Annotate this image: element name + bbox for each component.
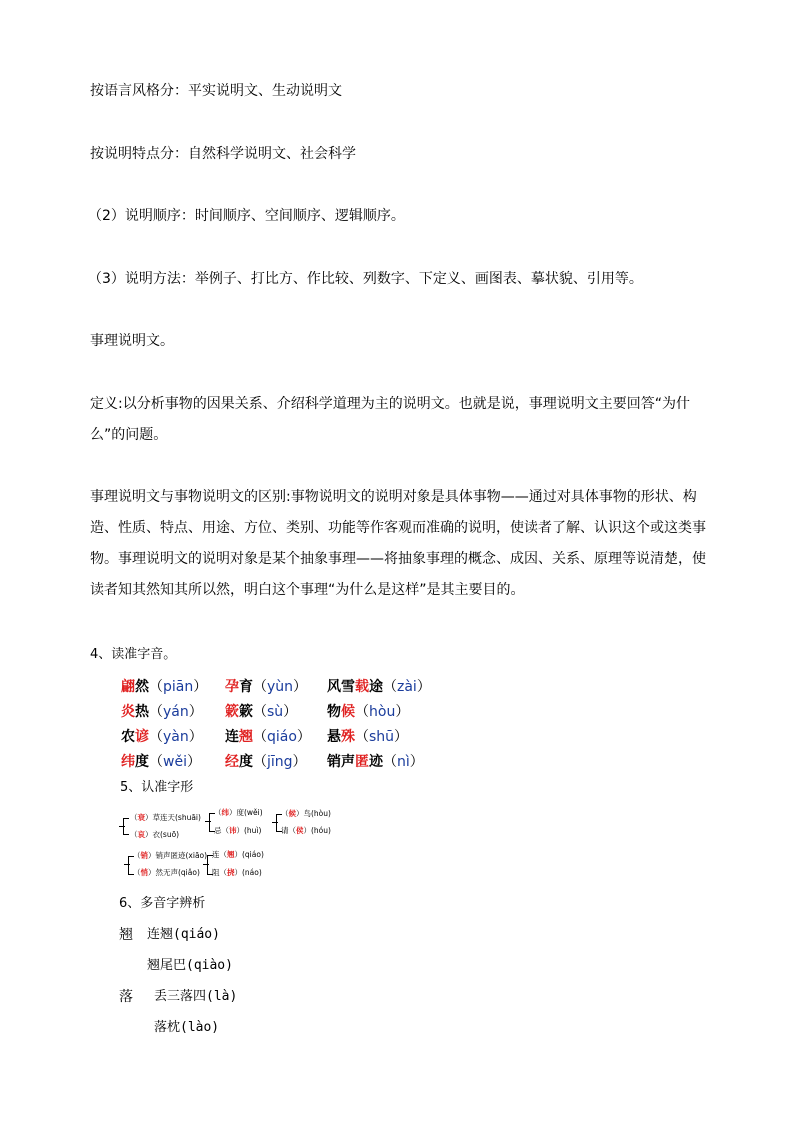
- pinyin: nì: [397, 754, 410, 770]
- target-char: 候: [341, 704, 355, 720]
- pinyin-item: [225, 751, 307, 771]
- style-classification-line: 按语言风格分：平实说明文、生动说明文: [90, 83, 342, 99]
- bracket-stem: [272, 822, 278, 823]
- target-char: 炎: [121, 704, 135, 720]
- polyphone-qiao-reading-2: 翘尾巴(qiào): [147, 958, 233, 973]
- glyph-pair-3-a: （候）鸟(hòu): [281, 809, 331, 818]
- paren-close: ）: [416, 679, 431, 695]
- pinyin-item: [121, 701, 203, 721]
- paren-close: ）: [283, 704, 298, 720]
- glyph-pair-3-b: 请（侯）(hóu): [281, 826, 331, 835]
- pinyin: jīng: [267, 754, 293, 770]
- paren-close: ）: [188, 729, 203, 745]
- explanation-order-line: （2）说明顺序：时间顺序、空间顺序、逻辑顺序。: [88, 208, 405, 224]
- glyph-pair-1-a: （衰）草连天(shuāi): [130, 813, 201, 822]
- word-prefix: 物: [327, 704, 341, 720]
- polyphone-luo-reading-1: 丢三落四(là): [154, 989, 238, 1004]
- pinyin-item: [327, 701, 409, 721]
- target-char: 经: [225, 754, 239, 770]
- paren-open: （: [355, 729, 369, 745]
- word-prefix: 连: [225, 729, 239, 745]
- word-prefix: 风雪: [327, 679, 355, 695]
- glyph-pair-1-b: （哀）衣(suō): [130, 830, 180, 839]
- word-suffix: 途: [369, 679, 383, 695]
- paren-open: （: [149, 679, 163, 695]
- paren-open: （: [149, 729, 163, 745]
- bracket-stem: [119, 826, 125, 827]
- pinyin-item: [225, 726, 311, 746]
- pinyin-item: [327, 751, 424, 771]
- paren-open: （: [253, 729, 267, 745]
- polyphone-char-qiao: 翘: [119, 927, 133, 943]
- bracket-stem: [205, 821, 211, 822]
- paren-close: ）: [296, 729, 311, 745]
- target-char: 匿: [355, 754, 369, 770]
- bracket-stem: [203, 864, 209, 865]
- pinyin: yàn: [163, 729, 189, 745]
- target-char: 翘: [239, 729, 253, 745]
- target-char: 殊: [341, 729, 355, 745]
- pinyin-item: [121, 676, 207, 696]
- paren-open: （: [149, 704, 163, 720]
- paren-open: （: [149, 754, 163, 770]
- pinyin: yán: [163, 704, 189, 720]
- word-prefix: 农: [121, 729, 135, 745]
- paren-close: ）: [409, 754, 424, 770]
- polyphone-char-luo: 落: [119, 989, 133, 1005]
- paren-close: ）: [186, 754, 201, 770]
- paren-close: ）: [292, 754, 307, 770]
- word-suffix: 簌: [239, 704, 253, 720]
- target-char: 孕: [225, 679, 239, 695]
- polyphone-luo-reading-2: 落枕(lào): [154, 1020, 220, 1035]
- glyph-pair-5-a: 连（翘）(qiáo): [212, 850, 264, 859]
- pinyin-item: [327, 676, 431, 696]
- glyph-pair-5-b: 阻（挠）(náo): [212, 868, 262, 877]
- glyph-pair-4-a: （销）销声匿迹(xiāo): [133, 851, 208, 860]
- paren-open: （: [355, 704, 369, 720]
- paren-open: （: [253, 679, 267, 695]
- glyph-pair-2-b: 忌（讳）(huì): [214, 826, 262, 835]
- polyphone-qiao-reading-1: 连翘(qiáo): [147, 927, 220, 942]
- word-suffix: 度: [239, 754, 253, 770]
- paren-close: ）: [293, 679, 308, 695]
- pinyin: qiáo: [267, 729, 297, 745]
- pinyin: shū: [369, 729, 395, 745]
- paren-open: （: [383, 679, 397, 695]
- pinyin: zài: [397, 679, 417, 695]
- word-suffix: 迹: [369, 754, 383, 770]
- target-char: 簌: [225, 704, 239, 720]
- word-prefix: 销声: [327, 754, 355, 770]
- pinyin: wěi: [163, 754, 187, 770]
- paren-open: （: [383, 754, 397, 770]
- definition-paragraph: 定义:以分析事物的因果关系、介绍科学道理为主的说明文。也就是说，事理说明文主要回答“为什么”的问题。: [90, 396, 690, 443]
- pinyin: yùn: [267, 679, 294, 695]
- pinyin-item: [121, 751, 201, 771]
- paren-close: ）: [188, 704, 203, 720]
- target-char: 载: [355, 679, 369, 695]
- paren-close: ）: [193, 679, 208, 695]
- glyph-pair-4-b: （悄）然无声(qiǎo): [133, 868, 200, 877]
- explanation-method-line: （3）说明方法：举例子、打比方、作比较、列数字、下定义、画图表、摹状貌、引用等。: [88, 271, 643, 287]
- feature-classification-line: 按说明特点分：自然科学说明文、社会科学: [90, 146, 356, 162]
- target-char: 翩: [121, 679, 135, 695]
- pinyin-item: [225, 701, 297, 721]
- pinyin: sù: [267, 704, 284, 720]
- section5-title: 5、认准字形: [120, 780, 194, 795]
- word-suffix: 然: [135, 679, 149, 695]
- pinyin-item: [225, 676, 307, 696]
- shili-heading: 事理说明文。: [90, 333, 174, 349]
- paren-close: ）: [395, 704, 410, 720]
- bracket-stem: [124, 864, 130, 865]
- paren-close: ）: [394, 729, 409, 745]
- paren-open: （: [253, 754, 267, 770]
- pinyin-item: [121, 726, 203, 746]
- word-prefix: 悬: [327, 729, 341, 745]
- target-char: 谚: [135, 729, 149, 745]
- pinyin: piān: [163, 679, 194, 695]
- word-suffix: 度: [135, 754, 149, 770]
- word-suffix: 育: [239, 679, 253, 695]
- target-char: 纬: [121, 754, 135, 770]
- glyph-pair-2-a: （纬）度(wěi): [214, 808, 263, 817]
- paren-open: （: [253, 704, 267, 720]
- word-suffix: 热: [135, 704, 149, 720]
- section6-title: 6、多音字辨析: [119, 896, 206, 911]
- pinyin: hòu: [369, 704, 396, 720]
- difference-paragraph: 事理说明文与事物说明文的区别:事物说明文的说明对象是具体事物——通过对具体事物的形状、构造、性质、特点、用途、方位、类别、功能等作客观而准确的说明，使读者了解、认识这个或这类事物。事理说明文的说明对象是某个抽象事理——将抽象事理的概念、成因、关系、原理等说清楚，使读者知其然知其所以然，明白这个事理“为什么是这样”是其主要目的。: [90, 489, 706, 598]
- section4-title: 4、读准字音。: [90, 647, 177, 662]
- pinyin-item: [327, 726, 408, 746]
